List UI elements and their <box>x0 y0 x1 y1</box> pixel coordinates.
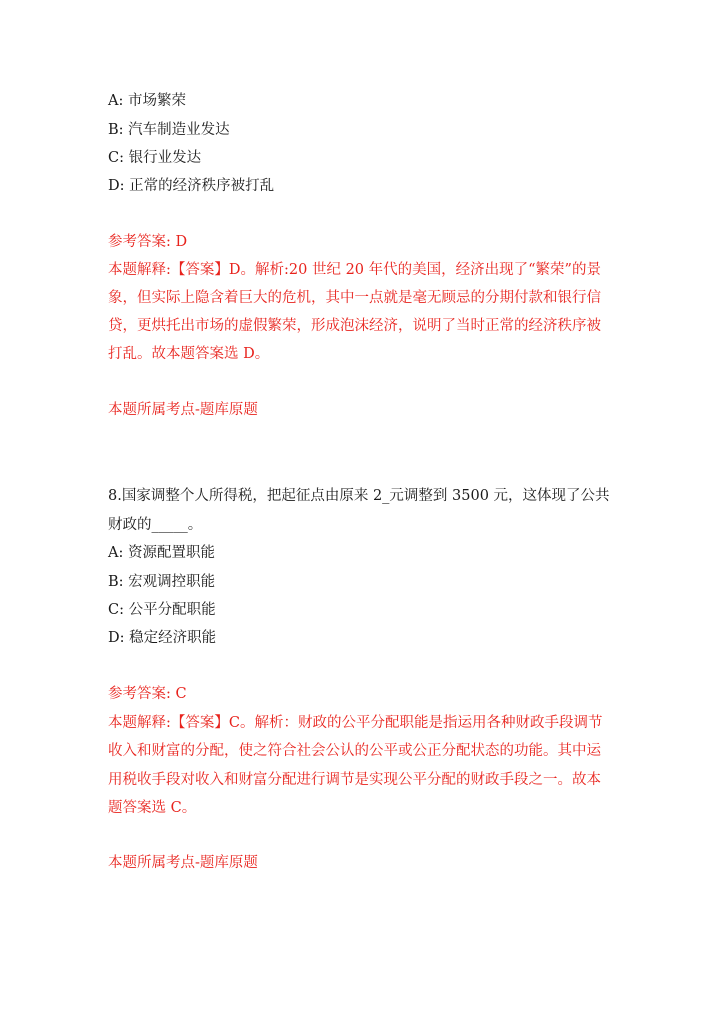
q7-explanation-line-1: 本题解释:【答案】D。解析:20 世纪 20 年代的美国，经济出现了“繁荣”的景 <box>108 262 601 278</box>
q8-option-b: B: 宏观调控职能 <box>108 574 216 590</box>
q7-option-a: A: 市场繁荣 <box>108 93 186 109</box>
q8-stem-line-1: 8.国家调整个人所得税，把起征点由原来 2_元调整到 3500 元，这体现了公共 <box>108 488 610 504</box>
q7-option-b: B: 汽车制造业发达 <box>108 122 230 138</box>
q8-answer-label: 参考答案: C <box>108 686 187 702</box>
q8-option-a: A: 资源配置职能 <box>108 545 215 561</box>
q8-stem-line-2: 财政的_____。 <box>108 517 203 533</box>
q7-option-d: D: 正常的经济秩序被打乱 <box>108 178 275 194</box>
q8-option-c: C: 公平分配职能 <box>108 602 216 618</box>
q7-option-c: C: 银行业发达 <box>108 150 202 166</box>
q7-explanation-line-3: 贷，更烘托出市场的虚假繁荣，形成泡沫经济，说明了当时正常的经济秩序被 <box>108 318 601 334</box>
q8-option-d: D: 稳定经济职能 <box>108 630 217 646</box>
q8-explanation-line-1: 本题解释:【答案】C。解析：财政的公平分配职能是指运用各种财政手段调节 <box>108 715 603 731</box>
q8-explanation-line-2: 收入和财富的分配，使之符合社会公认的公平或公正分配状态的功能。其中运 <box>108 743 601 759</box>
q8-explanation-line-4: 题答案选 C。 <box>108 800 197 816</box>
q7-answer-label: 参考答案: D <box>108 234 188 250</box>
q8-source-label: 本题所属考点-题库原题 <box>108 855 258 871</box>
q7-explanation-line-4: 打乱。故本题答案选 D。 <box>108 346 270 362</box>
q8-explanation-line-3: 用税收手段对收入和财富分配进行调节是实现公平分配的财政手段之一。故本 <box>108 772 601 788</box>
q7-explanation-line-2: 象，但实际上隐含着巨大的危机，其中一点就是毫无顾忌的分期付款和银行信 <box>108 290 601 306</box>
q7-source-label: 本题所属考点-题库原题 <box>108 402 258 418</box>
